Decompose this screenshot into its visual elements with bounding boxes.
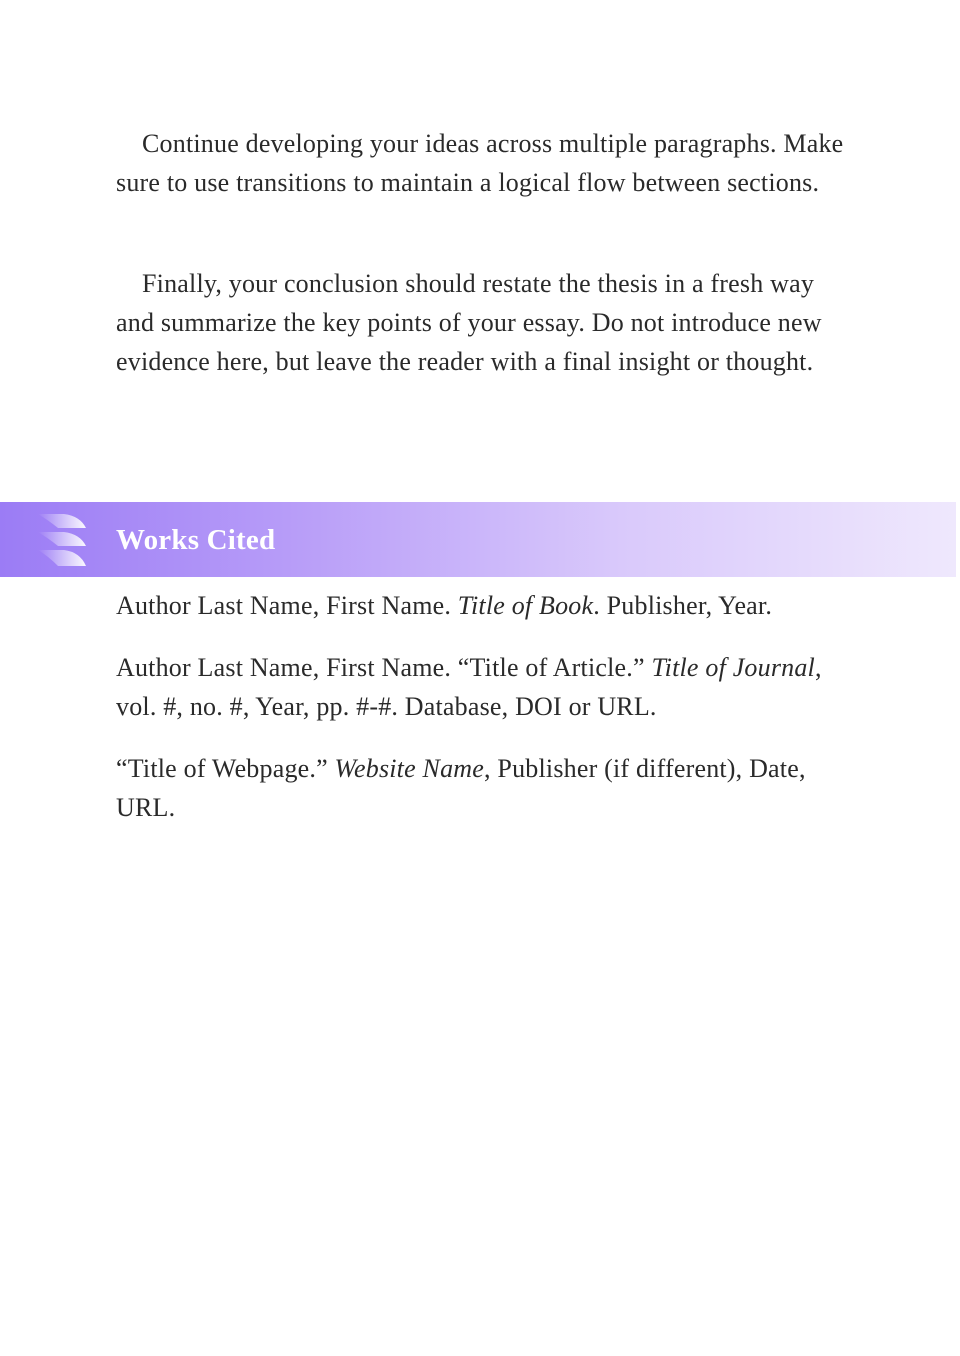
- works-cited-banner: [0, 502, 956, 577]
- citation-entry: [116, 586, 846, 625]
- section-title: Works Cited: [116, 524, 276, 556]
- body-paragraph: [116, 124, 846, 202]
- citation-text: Author Last Name, First Name.: [116, 591, 458, 620]
- body-paragraph: [116, 264, 846, 381]
- citation-text: , Publisher (if different), Date, URL.: [116, 754, 806, 822]
- citation-entry: [116, 648, 846, 726]
- citation-text: , vol. #, no. #, Year, pp. #-#. Database, DOI or URL.: [116, 653, 822, 721]
- paragraph-text: Continue developing your ideas across multiple paragraphs. Make sure to use transitions to maintain a logical flow between sections.: [116, 129, 844, 197]
- citation-entry: [116, 749, 846, 827]
- citation-italic-title: Title of Journal: [651, 653, 815, 682]
- layered-chevron-icon: [34, 512, 92, 568]
- paragraph-text: Finally, your conclusion should restate the thesis in a fresh way and summarize the key points of your essay. Do not introduce new evidence here, but leave the reader with a final insight or thought.: [116, 269, 822, 376]
- citation-text: “Title of Webpage.”: [116, 754, 335, 783]
- citation-italic-title: Website Name: [334, 754, 485, 783]
- citation-italic-title: Title of Book: [457, 591, 594, 620]
- citation-text: Author Last Name, First Name. “Title of Article.”: [116, 653, 652, 682]
- citation-text: . Publisher, Year.: [593, 591, 773, 620]
